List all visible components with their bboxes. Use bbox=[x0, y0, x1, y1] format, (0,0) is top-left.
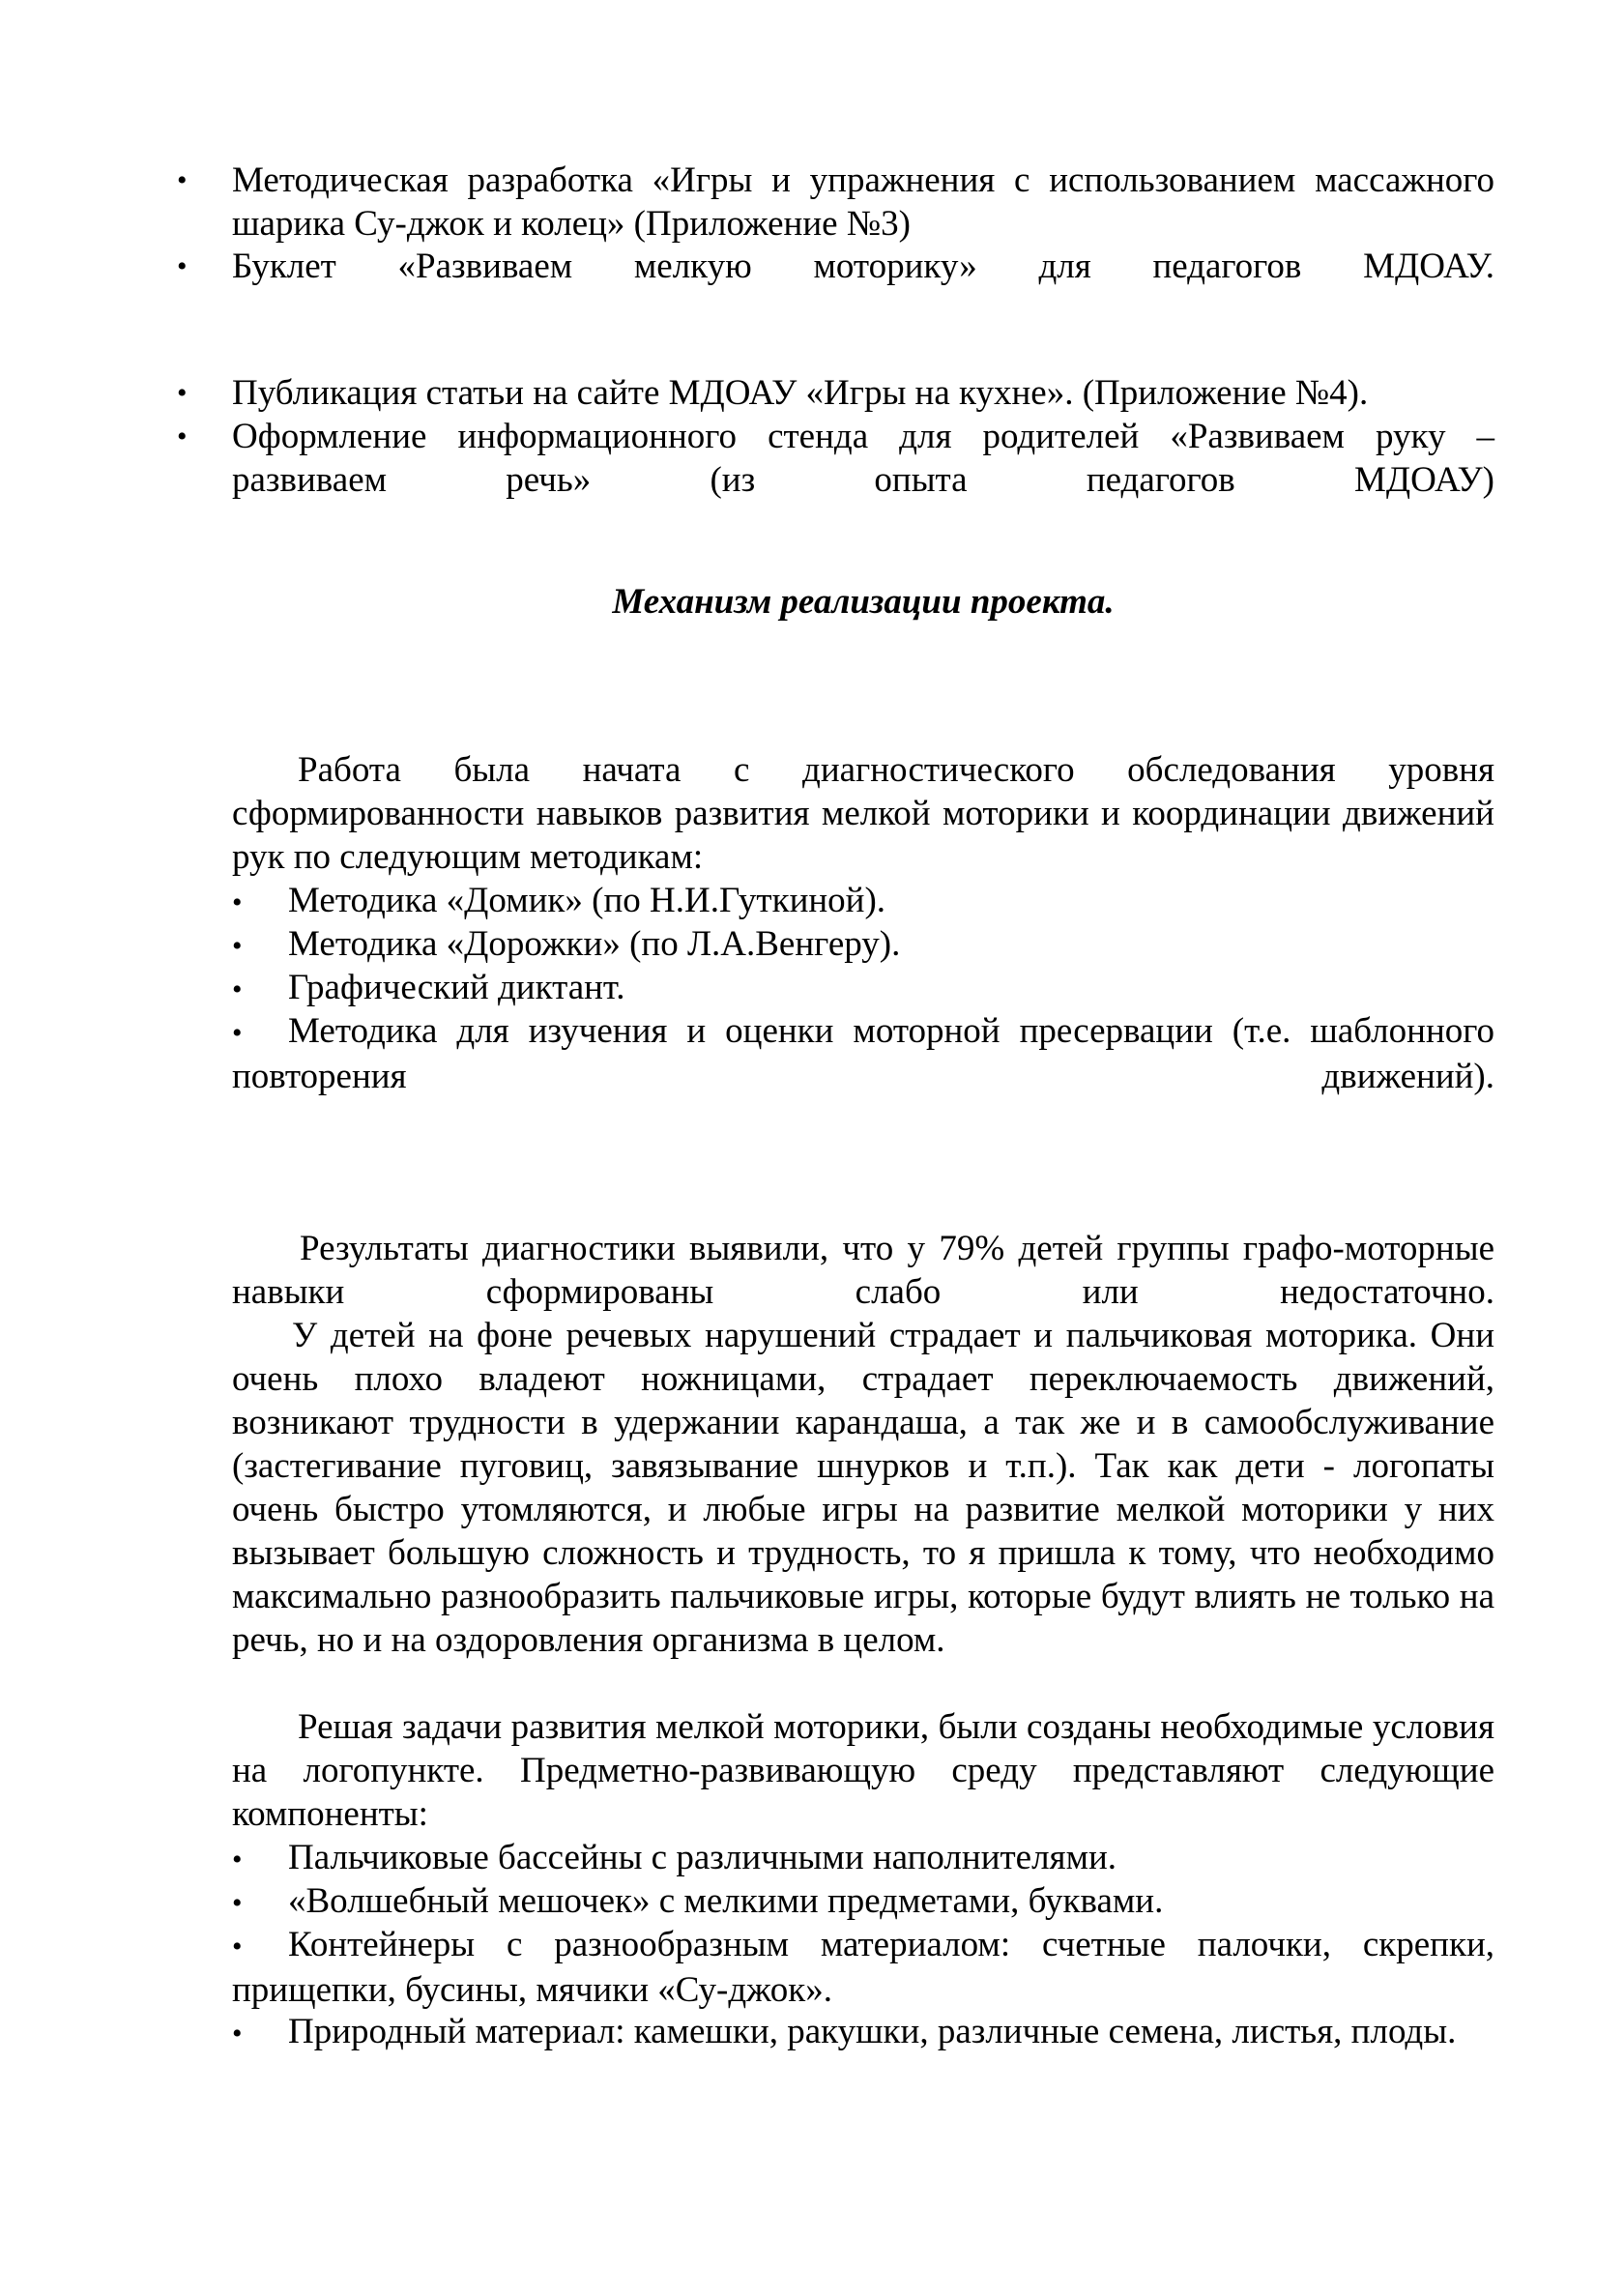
bullet-icon: • bbox=[232, 1844, 243, 1875]
list-item-text: Пальчиковые бассейны с различными наполнителями. bbox=[288, 1838, 1117, 1877]
bullet-icon: • bbox=[177, 164, 188, 196]
list-item-text: Методика «Домик» (по Н.И.Гуткиной). bbox=[288, 881, 886, 920]
list-item-text: Буклет «Развиваем мелкую моторику» для педагогов МДОАУ. bbox=[232, 247, 1494, 286]
list-item-text: Оформление информационного стенда для родителей «Развиваем руку – развиваем речь» (из опыта педагогов МДОАУ) bbox=[232, 417, 1494, 500]
list-item bbox=[232, 1923, 1494, 2012]
list-item-text: «Волшебный мешочек» с мелкими предметами, буквами. bbox=[288, 1881, 1164, 1921]
list-item bbox=[232, 1879, 1494, 1925]
list-item-text: Методика для изучения и оценки моторной пресервации (т.е. шаблонного повторения движений). bbox=[232, 1011, 1494, 1096]
bullet-icon: • bbox=[232, 1887, 243, 1919]
bullet-icon: • bbox=[232, 974, 243, 1005]
bullet-icon: • bbox=[232, 930, 243, 962]
list-item bbox=[177, 159, 1494, 246]
list-item bbox=[177, 371, 1494, 415]
intro-paragraph: Работа была начата с диагностического обследования уровня сформированности навыков развития мелкой моторики и координации движений рук по следующим методикам: bbox=[232, 750, 1494, 877]
list-item bbox=[232, 966, 1494, 1011]
list-item-text: Методика «Дорожки» (по Л.А.Венгеру). bbox=[288, 924, 901, 964]
list-item bbox=[232, 879, 1494, 924]
list-item bbox=[232, 1836, 1494, 1881]
list-item bbox=[232, 922, 1494, 968]
bullet-icon: • bbox=[177, 377, 188, 409]
list-item-text: Графический диктант. bbox=[288, 968, 625, 1007]
bullet-icon: • bbox=[232, 1931, 243, 1962]
bullet-icon: • bbox=[177, 250, 188, 282]
list-item-text: Методическая разработка «Игры и упражнения с использованием массажного шарика Су-джок и колец» (Приложение №3) bbox=[232, 160, 1494, 244]
list-item bbox=[177, 245, 1494, 288]
list-item-text: Публикация статьи на сайте МДОАУ «Игры на кухне». (Приложение №4). bbox=[232, 373, 1369, 413]
section-heading: Механизм реализации проекта. bbox=[612, 582, 1115, 622]
list-item bbox=[177, 415, 1494, 502]
conditions-paragraph: Решая задачи развития мелкой моторики, были созданы необходимые условия на логопункте. Предметно-развивающую среду представляют следующие компоненты: bbox=[232, 1707, 1494, 1834]
bullet-icon: • bbox=[232, 1017, 243, 1049]
results-paragraph: У детей на фоне речевых нарушений страдает и пальчиковая моторика. Они очень плохо владеют ножницами, страдает переключаемость движений, возникают трудности в удержании карандаша, а так же и в самообслуживание (застегивание пуговиц, завязывание шнурков и т.п.). Так как дети - логопаты очень быстро утомляются, и любые игры на развитие мелкой моторики у них вызывает большую сложность и трудность, то я пришла к тому, что необходимо максимально разнообразить пальчиковые игры, которые будут влиять не только на речь, но и на оздоровления организма в целом. bbox=[232, 1316, 1494, 1660]
bullet-icon: • bbox=[232, 2018, 243, 2049]
bullet-icon: • bbox=[177, 421, 188, 452]
bullet-icon: • bbox=[232, 886, 243, 918]
list-item bbox=[232, 1009, 1494, 1098]
list-item bbox=[232, 2010, 1494, 2055]
list-item-text: Контейнеры с разнообразным материалом: счетные палочки, скрепки, прищепки, бусины, мячики «Су-джок». bbox=[232, 1925, 1494, 2010]
list-item-text: Природный материал: камешки, ракушки, различные семена, листья, плоды. bbox=[288, 2012, 1457, 2051]
results-paragraph: Результаты диагностики выявили, что у 79% детей группы графо-моторные навыки сформированы слабо или недостаточно. bbox=[232, 1229, 1494, 1312]
